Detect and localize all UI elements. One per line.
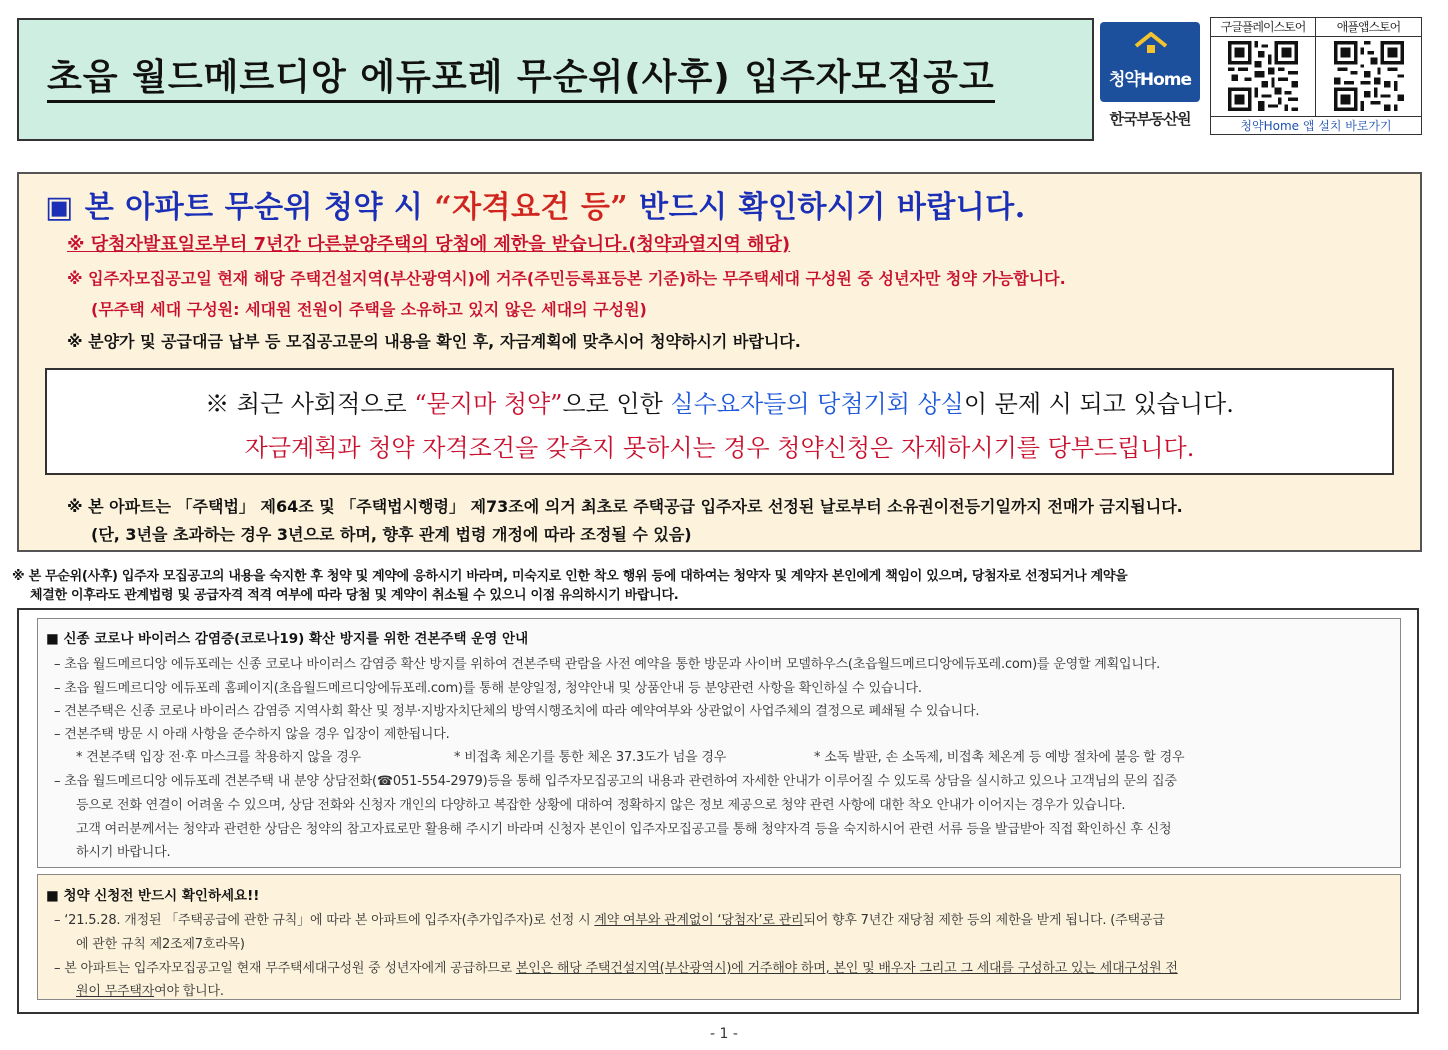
cheongyak-home-logo[interactable] [1100, 22, 1200, 134]
house-icon [1134, 32, 1168, 60]
notice-heading [45, 182, 1026, 226]
page-number: - 1 - [710, 1026, 738, 1042]
check-line-4b: 여야 합니다. [154, 984, 224, 999]
notice-line-6: (단, 3년을 초과하는 경우 3년으로 하며, 향후 관계 법령 개정에 따라 조정될 수 있음) [91, 525, 692, 544]
info-box [17, 608, 1419, 1014]
notice-heading-highlight: “자격요건 등” [434, 190, 629, 225]
page-title: 초읍 월드메르디앙 에듀포레 무순위(사후) 입주자모집공고 [47, 56, 995, 103]
callout-line-2: 자금계획과 청약 자격조건을 갖추지 못하시는 경우 청약신청은 자제하시기를 당부드립니다. [244, 434, 1195, 462]
check-line-3-underline: 본인은 해당 주택건설지역(부산광역시)에 거주해야 하며, 본인 및 배우자 그리고 그 세대를 구성하고 있는 세대구성원 전 [515, 961, 1178, 976]
covid-bullet: * 소독 발판, 손 소독제, 비접촉 체온계 등 예방 절차에 불응 할 경우 [814, 750, 1185, 765]
covid-bullet: * 비접촉 체온기를 통한 체온 37.3도가 넘을 경우 [454, 750, 727, 765]
callout-suffix: 이 문제 시 되고 있습니다. [963, 390, 1234, 418]
covid-line: – 초읍 월드메르디앙 에듀포레는 신종 코로나 바이러스 감염증 확산 방지를 위하여 견본주택 관람을 사전 예약을 통한 방문과 사이버 모델하우스(초읍월드메르디앙에듀포레.com)를 운영할 계획입니다. [54, 657, 1161, 672]
warning-line-2: 체결한 이후라도 관계법령 및 공급자격 적격 여부에 따라 당첨 및 계약이 취소될 수 있으니 이점 유의하시기 바랍니다. [30, 588, 679, 603]
qr-app-store[interactable] [1316, 18, 1421, 116]
covid-tail-line: 등으로 전화 연결이 어려울 수 있으며, 상담 전화와 신청자 개인의 다양하고 복잡한 상황에 대하여 정확하지 않은 정보 제공으로 청약 관련 사항에 대한 착오 안내가 이어지는 경우가 있습니다. [76, 798, 1126, 813]
check-line-2: 에 관한 규칙 제2조제7호라목) [76, 937, 245, 952]
notice-line-2: ※ 입주자모집공고일 현재 해당 주택건설지역(부산광역시)에 거주(주민등록표등본 기준)하는 무주택세대 구성원 중 성년자만 청약 가능합니다. [67, 269, 1066, 288]
notice-heading-suffix: 반드시 확인하시기 바랍니다. [628, 190, 1026, 225]
covid-line: – 초읍 월드메르디앙 에듀포레 홈페이지(초읍월드메르디앙에듀포레.com)를 통해 분양일정, 청약안내 및 상품안내 등 분양관련 사항을 확인하실 수 있습니다. [54, 681, 922, 696]
check-line-1a: – ‘21.5.28. 개정된 「주택공급에 관한 규칙」에 따라 본 아파트에 입주자(추가입주자)로 선정 시 [54, 913, 595, 928]
check-line-4-underline: 원이 무주택자 [76, 984, 155, 999]
logo-tile [1100, 22, 1200, 102]
callout-prefix: ※ 최근 사회적으로 [205, 390, 415, 418]
check-panel [37, 874, 1401, 1000]
check-line-3 [54, 957, 1178, 976]
check-line-1-underline: 계약 여부와 관계없이 ‘당첨자’로 관리 [594, 913, 804, 928]
check-line-4 [76, 980, 224, 999]
logo-org: 한국부동산원 [1109, 110, 1191, 128]
check-line-1 [54, 909, 1165, 928]
covid-line: – 견본주택은 신종 코로나 바이러스 감염증 지역사회 확산 및 정부·지방자치단체의 방역시행조치에 따라 예약여부와 상관없이 사업주체의 결정으로 폐쇄될 수 있습니다. [54, 704, 980, 719]
callout-red: “묻지마 청약” [414, 390, 563, 418]
qr-box [1210, 17, 1422, 135]
warning-line-1: ※ 본 무순위(사후) 입주자 모집공고의 내용을 숙지한 후 청약 및 계약에 응하시기 바라며, 미숙지로 인한 착오 행위 등에 대하여는 청약자 및 계약자 본인에게 책임이 있으며, 당첨자로 선정되거나 계약을 [12, 569, 1128, 584]
logo-text: 청약Home [1109, 70, 1191, 90]
check-line-3a: – 본 아파트는 입주자모집공고일 현재 무주택세대구성원 중 성년자에게 공급하므로 [54, 961, 516, 976]
callout-mid: 으로 인한 [562, 390, 671, 418]
notice-line-5: ※ 본 아파트는 「주택법」 제64조 및 「주택법시행령」 제73조에 의거 최초로 주택공급 입주자로 선정된 날로부터 소유권이전등기일까지 전매가 금지됩니다. [67, 497, 1183, 516]
qr-code-icon [1334, 41, 1404, 111]
check-line-1b: 되어 향후 7년간 재당첨 제한 등의 제한을 받게 됩니다. (주택공급 [803, 913, 1165, 928]
qr-google-play[interactable] [1211, 18, 1316, 116]
covid-panel [37, 618, 1401, 868]
callout-blue: 실수요자들의 당첨기회 상실 [670, 390, 964, 418]
check-title: ■ 청약 신청전 반드시 확인하세요!! [46, 888, 260, 904]
title-box [17, 18, 1094, 141]
covid-tail-line: 하시기 바랍니다. [76, 845, 171, 860]
covid-bullet: * 견본주택 입장 전·후 마스크를 착용하지 않을 경우 [76, 750, 361, 765]
notice-line-3: (무주택 세대 구성원: 세대원 전원이 주택을 소유하고 있지 않은 세대의 구성원) [91, 300, 647, 319]
notice-line-4: ※ 분양가 및 공급대금 납부 등 모집공고문의 내용을 확인 후, 자금계획에 맞추시어 청약하시기 바랍니다. [67, 332, 801, 351]
warning-callout [45, 368, 1394, 475]
qr-code-icon [1228, 41, 1298, 111]
notice-line-1: ※ 당첨자발표일로부터 7년간 다른분양주택의 당첨에 제한을 받습니다.(청약과열지역 해당) [67, 234, 791, 255]
qr-right-label: 애플앱스토어 [1316, 18, 1421, 37]
notice-heading-prefix: ▣ 본 아파트 무순위 청약 시 [45, 190, 435, 225]
covid-tail-line: – 초읍 월드메르디앙 에듀포레 견본주택 내 분양 상담전화(☎051-554-2979)등을 통해 입주자모집공고의 내용과 관련하여 자세한 안내가 이루어질 수 있도록 상담을 실시하고 있으나 고객님의 문의 집중 [54, 774, 1177, 789]
covid-line: – 견본주택 방문 시 아래 사항을 준수하지 않을 경우 입장이 제한됩니다. [54, 727, 450, 742]
covid-tail-line: 고객 여러분께서는 청약과 관련한 상담은 청약의 참고자료로만 활용해 주시기 바라며 신청자 본인이 입주자모집공고를 통해 청약자격 등을 숙지하시어 관련 서류 등을 발급받아 직접 확인하신 후 신청 [76, 822, 1172, 837]
qr-left-label: 구글플레이스토어 [1211, 18, 1315, 37]
callout-line-1 [47, 384, 1392, 419]
notice-box [17, 172, 1422, 552]
covid-title: ■ 신종 코로나 바이러스 감염증(코로나19) 확산 방지를 위한 견본주택 운영 안내 [46, 631, 529, 647]
app-install-link[interactable]: 청약Home 앱 설치 바로가기 [1211, 116, 1421, 135]
